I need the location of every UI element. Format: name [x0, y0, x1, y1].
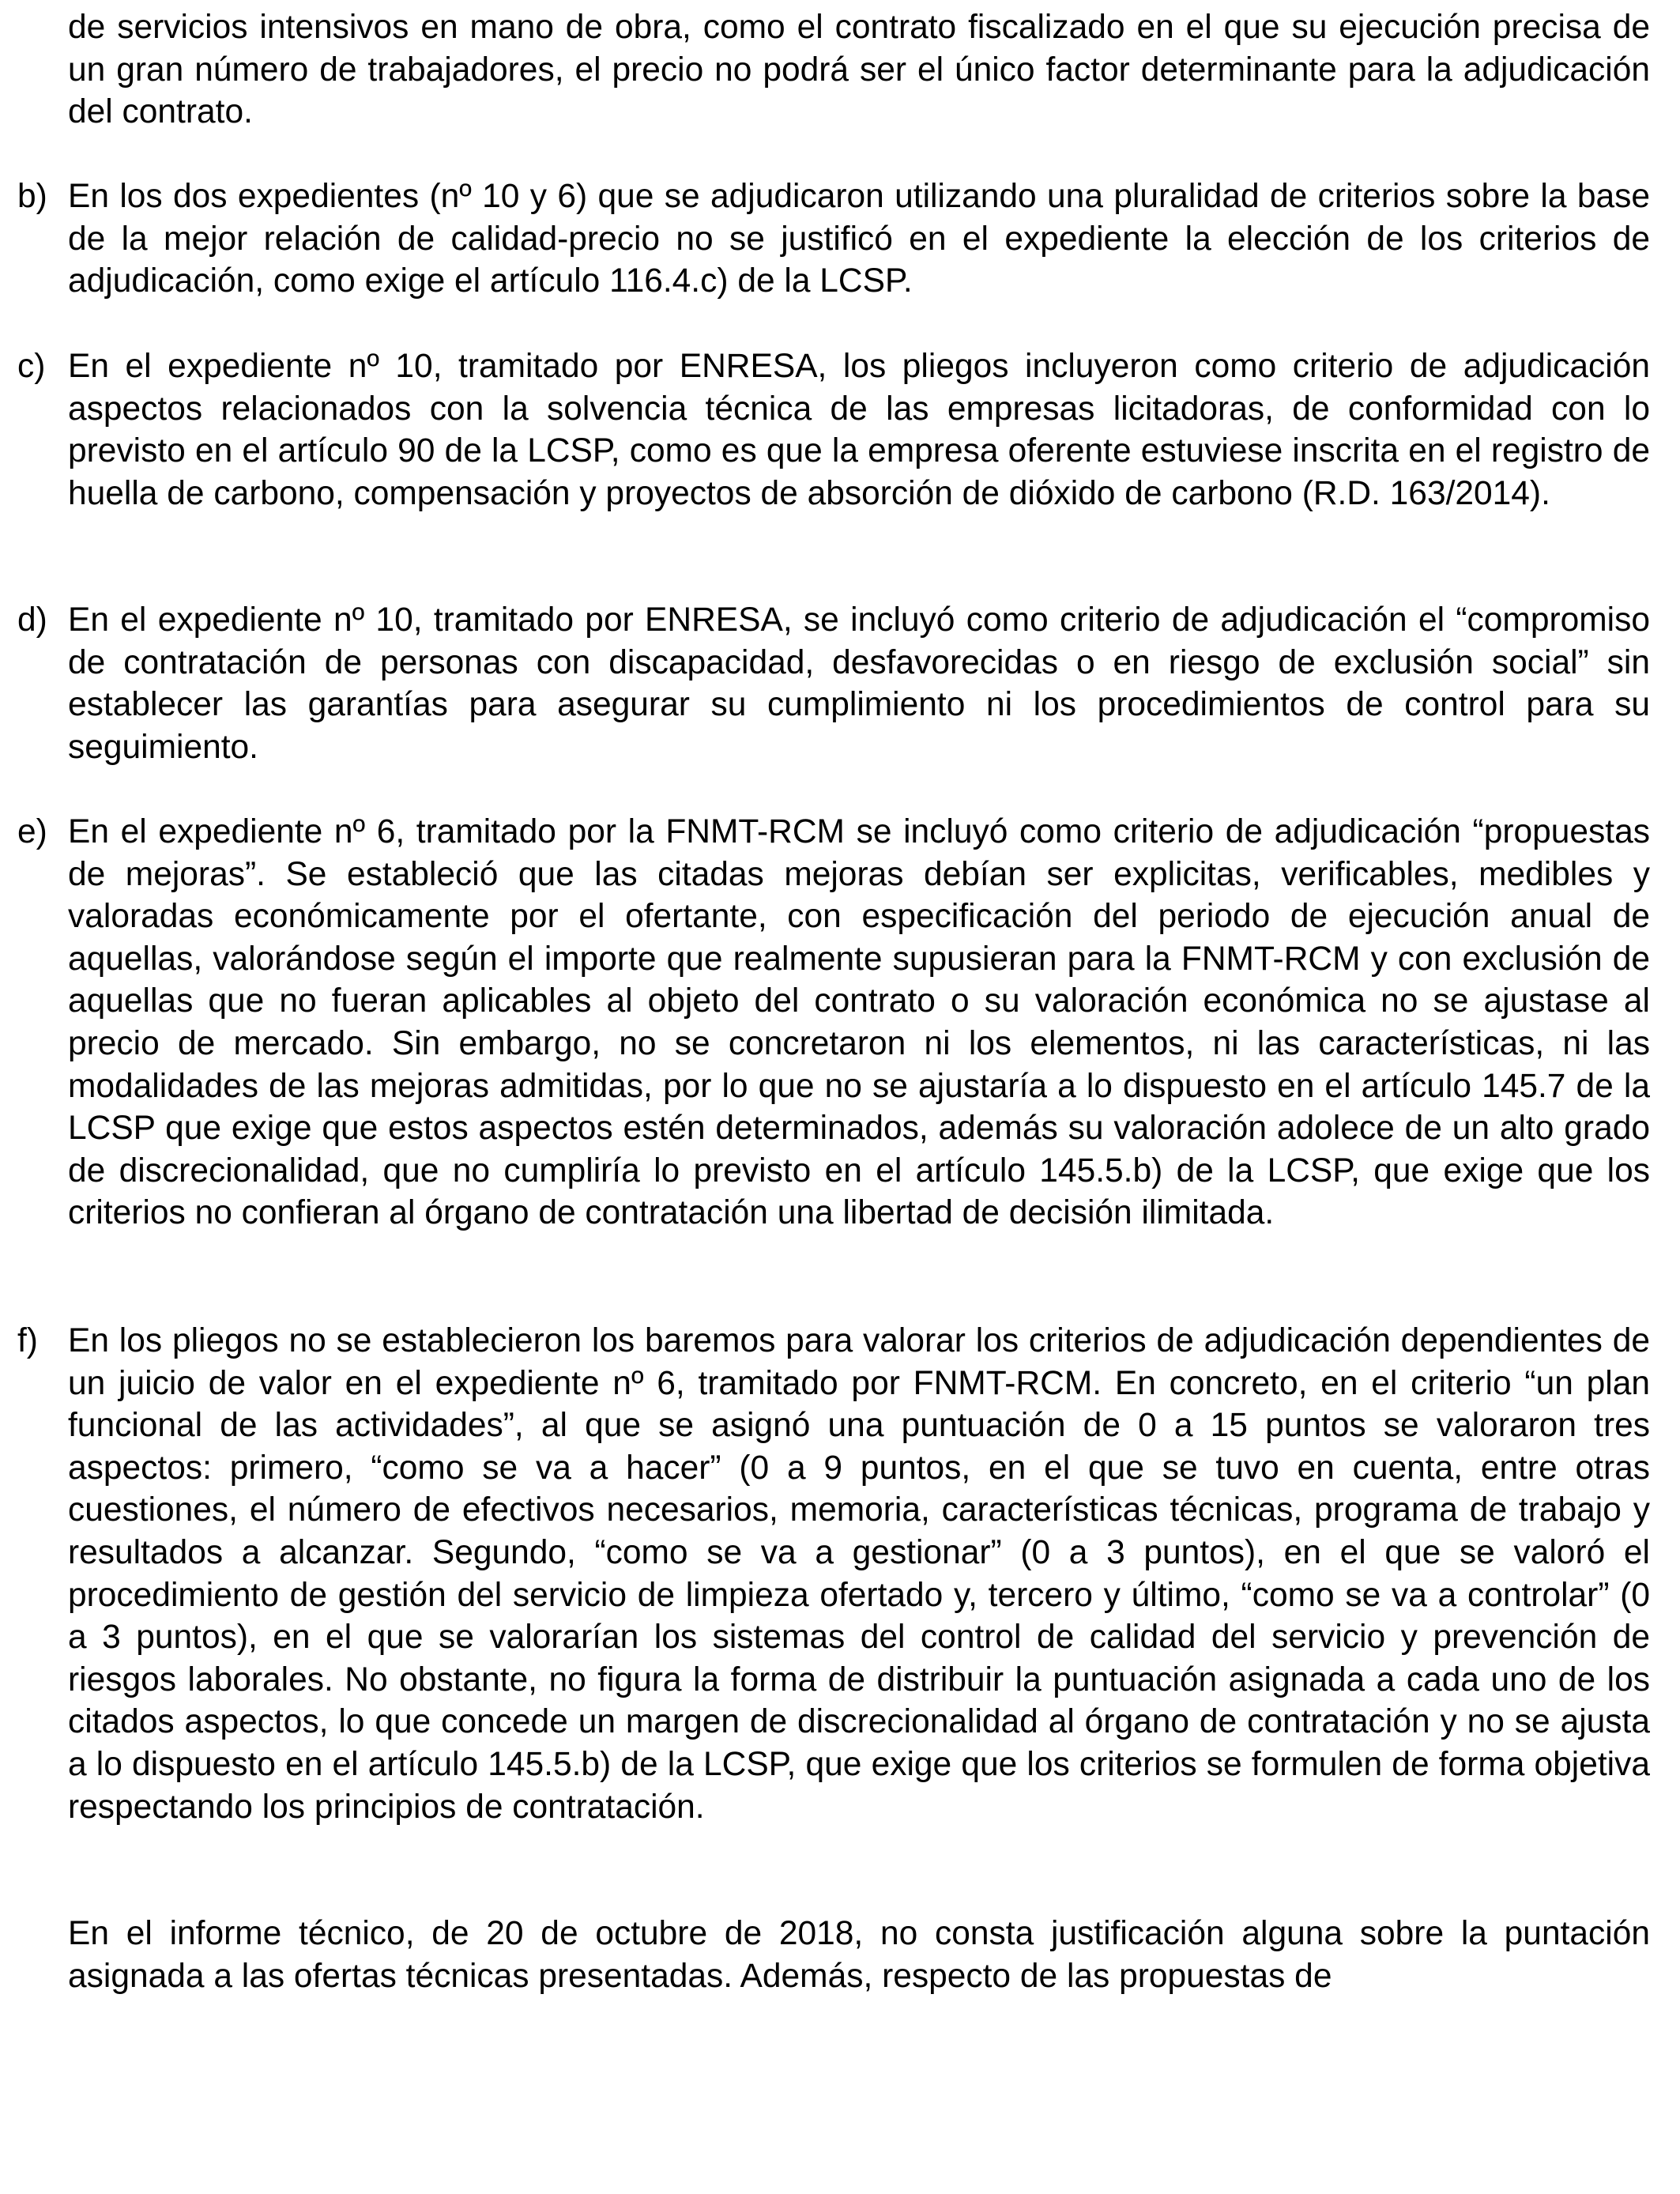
continuation-paragraph: de servicios intensivos en mano de obra, como el contrato fiscalizado en el que su ejecución precisa de un gran número de trabajadores, el precio no podrá ser el único factor determinante para la adjudicación del contrato. [68, 9, 1650, 131]
item-c-label: c) [17, 348, 46, 385]
item-d [17, 599, 1650, 768]
item-f-text: En los pliegos no se establecieron los baremos para valorar los criterios de adjudicación dependientes de un juicio de valor en el expediente nº 6, tramitado por FNMT-RCM. En concreto, en el criterio “un plan funcional de las actividades”, al que se asignó una puntuación de 0 a 15 puntos se valoraron tres aspectos: primero, “como se va a hacer” (0 a 9 puntos, en el que se tuvo en cuenta, entre otras cuestiones, el número de efectivos necesarios, memoria, características técnicas, programa de trabajo y resultados a alcanzar. Segundo, “como se va a gestionar” (0 a 3 puntos), en el que se valoró el procedimiento de gestión del servicio de limpieza ofertado y, tercero y último, “como se va a controlar” (0 a 3 puntos), en el que se valorarían los sistemas del control de calidad del servicio y prevención de riesgos laborales. No obstante, no figura la forma de distribuir la puntuación asignada a cada uno de los citados aspectos, lo que concede un margen de discrecionalidad al órgano de contratación y no se ajusta a lo dispuesto en el artículo 145.5.b) de la LCSP, que exige que los criterios se formulen de forma objetiva respectando los principios de contratación. [68, 1322, 1650, 1826]
item-f-label: f) [17, 1322, 38, 1359]
item-e-text: En el expediente nº 6, tramitado por la FNMT-RCM se incluyó como criterio de adjudicación “propuestas de mejoras”. Se estableció que las citadas mejoras debían ser explicitas, verificables, medibles y valoradas económicamente por el ofertante, con especificación del periodo de ejecución anual de aquellas, valorándose según el importe que realmente supusieran para la FNMT-RCM y con exclusión de aquellas que no fueran aplicables al objeto del contrato o su valoración económica no se ajustase al precio de mercado. Sin embargo, no se concretaron ni los elementos, ni las características, ni las modalidades de las mejoras admitidas, por lo que no se ajustaría a lo dispuesto en el artículo 145.7 de la LCSP que exige que estos aspectos estén determinados, además su valoración adolece de un alto grado de discrecionalidad, que no cumpliría lo previsto en el artículo 145.5.b) de la LCSP, que exige que los criterios no confieran al órgano de contratación una libertad de decisión ilimitada. [68, 813, 1650, 1232]
item-e-label: e) [17, 813, 47, 850]
item-d-label: d) [17, 601, 47, 639]
item-c [17, 345, 1650, 515]
closing-paragraph: En el informe técnico, de 20 de octubre de 2018, no consta justificación alguna sobre la puntación asignada a las ofertas técnicas presentadas. Además, respecto de las propuestas de [68, 1915, 1650, 1995]
item-b [17, 175, 1650, 303]
item-c-text: En el expediente nº 10, tramitado por ENRESA, los pliegos incluyeron como criterio de adjudicación aspectos relacionados con la solvencia técnica de las empresas licitadoras, de conformidad con lo previsto en el artículo 90 de la LCSP, como es que la empresa oferente estuviese inscrita en el registro de huella de carbono, compensación y proyectos de absorción de dióxido de carbono (R.D. 163/2014). [68, 348, 1650, 512]
item-d-text: En el expediente nº 10, tramitado por ENRESA, se incluyó como criterio de adjudicación el “compromiso de contratación de personas con discapacidad, desfavorecidas o en riesgo de exclusión social” sin establecer las garantías para asegurar su cumplimiento ni los procedimientos de control para su seguimiento. [68, 601, 1650, 766]
item-b-label: b) [17, 178, 47, 215]
item-f [17, 1320, 1650, 1828]
item-b-text: En los dos expedientes (nº 10 y 6) que se adjudicaron utilizando una pluralidad de criterios sobre la base de la mejor relación de calidad-precio no se justificó en el expediente la elección de los criterios de adjudicación, como exige el artículo 116.4.c) de la LCSP. [68, 178, 1650, 300]
item-e [17, 811, 1650, 1235]
